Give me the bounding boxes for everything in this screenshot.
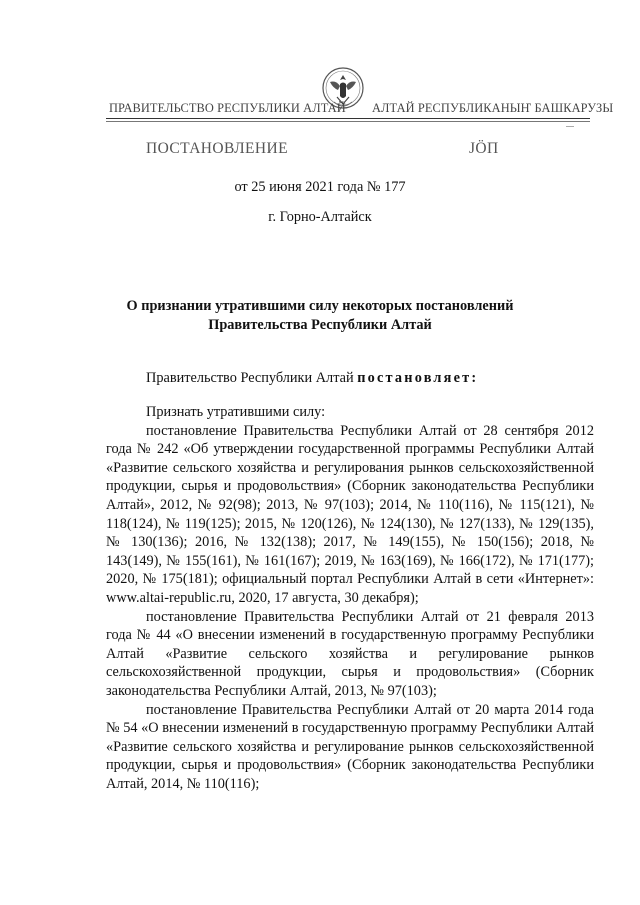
body-item-2: постановление Правительства Республики Алтай от 21 февраля 2013 года № 44 «О внесении изменений в государственную программу Республики Алтай «Развитие сельского хозяйства и регулирование рынков сельскохозяйственной продукции, сырья и продовольствия» (Сборник законодательства Республики Алтай, 2013, № 97(103); xyxy=(106,608,594,699)
intro-verb: постановляет: xyxy=(357,370,479,386)
doc-type-ru: ПОСТАНОВЛЕНИЕ xyxy=(146,140,288,157)
header-rule xyxy=(106,118,590,119)
title-line-2: Правительства Республики Алтай xyxy=(208,317,432,333)
header-org-right: АЛТАЙ РЕСПУБЛИКАНЫҤ БАШКАРУЗЫ xyxy=(372,101,614,115)
city-line: г. Горно-Алтайск xyxy=(268,209,372,225)
body-item-3: постановление Правительства Республики Алтай от 20 марта 2014 года № 54 «О внесении изменений в государственную программу Республики Алтай «Развитие сельского хозяйства и регулирование рынков сельскохозяйственной продукции, сырья и продовольствия» (Сборник законодательства Республики Алтай, 2014, № 110(116); xyxy=(106,701,594,792)
header-rule-thin xyxy=(106,121,590,122)
body-item-1: постановление Правительства Республики Алтай от 28 сентября 2012 года № 242 «Об утверждении государственной программы Республики Алтай «Развитие сельского хозяйства и регулирования рынков сельскохозяйственной продукции, сырья и продовольствия» (Сборник законодательства Республики Алтай», 2012, № 92(98); 2013, № 97(103); 2014, № 110(116), № 115(121), № 118(124), № 119(125); 2015, № 120(126), № 124(130), № 127(133), № 129(135), № 130(136); 2016, № 132(138); 2017, № 149(155), № 150(156); 2018, № 143(149), № 155(161), № 161(167); 2019, № 163(169), № 166(172), № 171(177); 2020, № 175(181); официальный портал Республики Алтай в сети «Интернет»: www.altai-republic.ru, 2020, 17 августа, 30 декабря); xyxy=(106,422,594,606)
date-line: от 25 июня 2021 года № 177 xyxy=(234,179,406,195)
title-line-1: О признании утратившими силу некоторых постановлений xyxy=(126,298,514,314)
header-org-left: ПРАВИТЕЛЬСТВО РЕСПУБЛИКИ АЛТАЙ xyxy=(109,101,346,115)
scan-mark xyxy=(566,126,574,127)
body-text xyxy=(106,403,594,793)
intro-paragraph xyxy=(146,370,478,387)
body-lead: Признать утратившими силу: xyxy=(146,404,326,420)
doc-type-alt: ЈӦП xyxy=(469,140,499,157)
document-title xyxy=(0,297,640,335)
intro-prefix: Правительство Республики Алтай xyxy=(146,370,358,386)
